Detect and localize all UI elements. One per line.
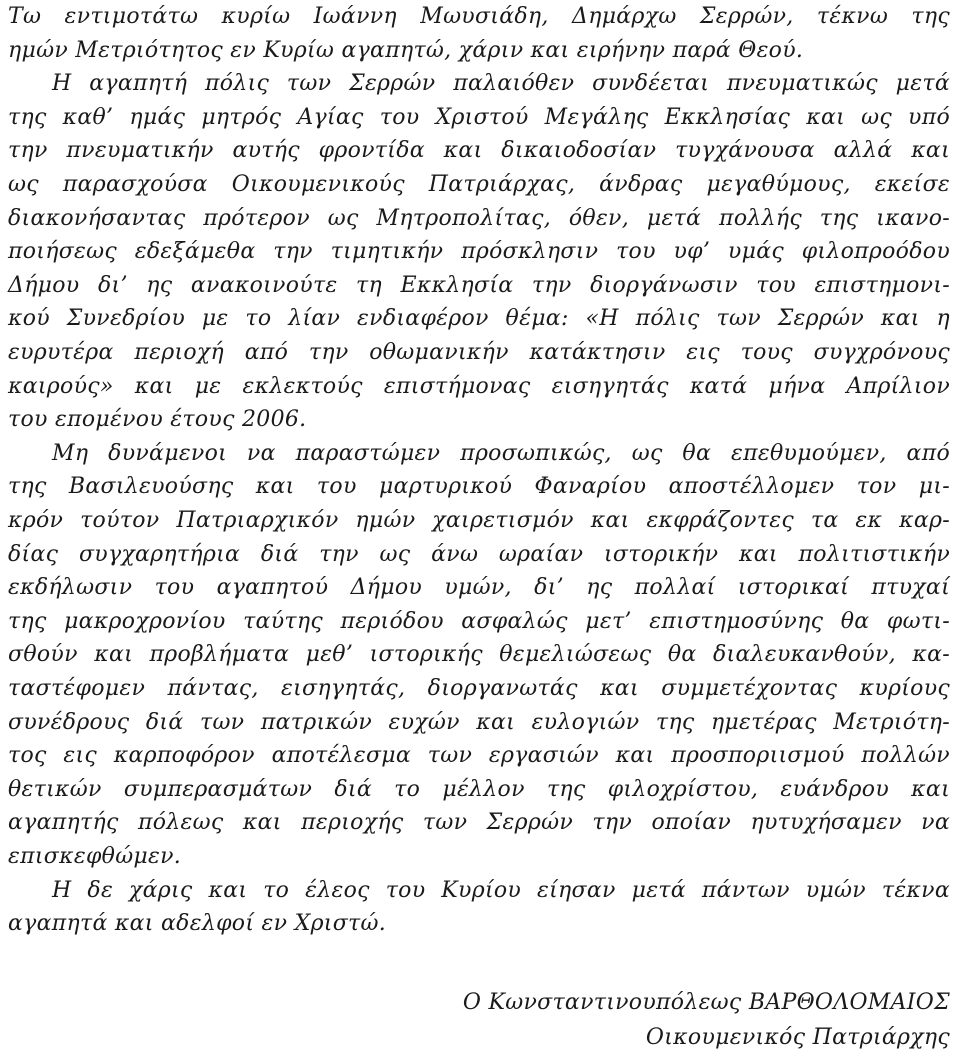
letter-line: του επομένου έτους 2006. (8, 407, 307, 433)
letter-line: διακονήσαντας πρότερον ως Μητροπολίτας, όθεν, μετά πολλής της ικανο- (8, 205, 950, 231)
letter-line: Μη δυνάμενοι να παραστώμεν προσωπικώς, ως θα επεθυμούμεν, από (52, 440, 950, 466)
letter-line: την πνευματικήν αυτής φροντίδα και δικαιοδοσίαν τυγχάνουσα αλλά και (8, 138, 950, 164)
letter-line: της καθ’ ημάς μητρός Αγίας του Χριστού Μεγάλης Εκκλησίας και ως υπό (8, 104, 950, 130)
letter-line: αγαπητά και αδελφοί εν Χριστώ. (8, 911, 387, 937)
letter-line: τος εις καρποφόρον αποτέλεσμα των εργασιών και προσποριισμού πολλών (8, 743, 950, 769)
letter-line: κού Συνεδρίου με το λίαν ενδιαφέρον θέμα: «Η πόλις των Σερρών και η (8, 306, 950, 332)
letter-line: Τω εντιμοτάτω κυρίω Ιωάννη Μωυσιάδη, Δημάρχω Σερρών, τέκνω της (8, 4, 950, 29)
signature-name: Ο Κωνσταντινουπόλεως ΒΑΡΘΟΛΟΜΑΙΟΣ (462, 990, 950, 1015)
letter-line: ημών Μετριότητος εν Κυρίω αγαπητώ, χάριν και ειρήνην παρά Θεού. (8, 37, 804, 63)
letter-line: ευρυτέρα περιοχή από την οθωμανικήν κατάκτησιν εις τους συγχρόνους (8, 340, 950, 365)
letter-line: δίας συγχαρητήρια διά την ως άνω ωραίαν ιστορικήν και πολιτιστικήν (8, 541, 950, 567)
letter-line: κρόν τούτον Πατριαρχικόν ημών χαιρετισμόν και εκφράζοντες τα εκ καρ- (8, 508, 950, 533)
letter-line: θετικών συμπερασμάτων διά το μέλλον της φιλοχρίστου, ευάνδρου και (8, 776, 950, 802)
letter-line: της Βασιλευούσης και του μαρτυρικού Φαναρίου αποστέλλομεν τον μι- (8, 474, 950, 500)
signature-title: Οικουμενικός Πατριάρχης (645, 1025, 950, 1050)
letter-line: ως παρασχούσα Οικουμενικούς Πατριάρχας, άνδρας μεγαθύμους, εκείσε (8, 172, 950, 197)
letter-line: Δήμου δι’ ης ανακοινούτε τη Εκκλησία την διοργάνωσιν του επιστημονι- (8, 272, 950, 298)
letter-line: ποιήσεως εδεξάμεθα την τιμητικήν πρόσκλησιν του υφ’ υμάς φιλοπροόδου (8, 239, 950, 265)
letter-line: αγαπητής πόλεως και περιοχής των Σερρών την οποίαν ηυτυχήσαμεν να (8, 810, 950, 836)
letter-line: της μακροχρονίου ταύτης περιόδου ασφαλώς μετ’ επιστημοσύνης θα φωτι- (8, 608, 950, 634)
letter-line: εκδήλωσιν του αγαπητού Δήμου υμών, δι’ ης πολλαί ιστορικαί πτυχαί (8, 575, 950, 601)
letter-line: Η αγαπητή πόλις των Σερρών παλαιόθεν συνδέεται πνευματικώς μετά (52, 71, 950, 97)
letter-line: Η δε χάρις και το έλεος του Κυρίου είησαν μετά πάντων υμών τέκνα (52, 877, 950, 903)
letter-line: σθούν και προβλήματα μεθ’ ιστορικής θεμελιώσεως θα διαλευκανθούν, κα- (8, 642, 950, 668)
letter-line: ταστέφομεν πάντας, εισηγητάς, διοργανωτάς και συμμετέχοντας κυρίους (8, 676, 950, 701)
letter-line: συνέδρους διά των πατρικών ευχών και ευλογιών της ημετέρας Μετριότη- (8, 709, 950, 735)
letter-line: καιρούς» και με εκλεκτούς επιστήμονας εισηγητάς κατά μήνα Απρίλιον (8, 373, 950, 399)
signature-block (463, 986, 950, 1056)
letter-line: επισκεφθώμεν. (8, 844, 182, 869)
